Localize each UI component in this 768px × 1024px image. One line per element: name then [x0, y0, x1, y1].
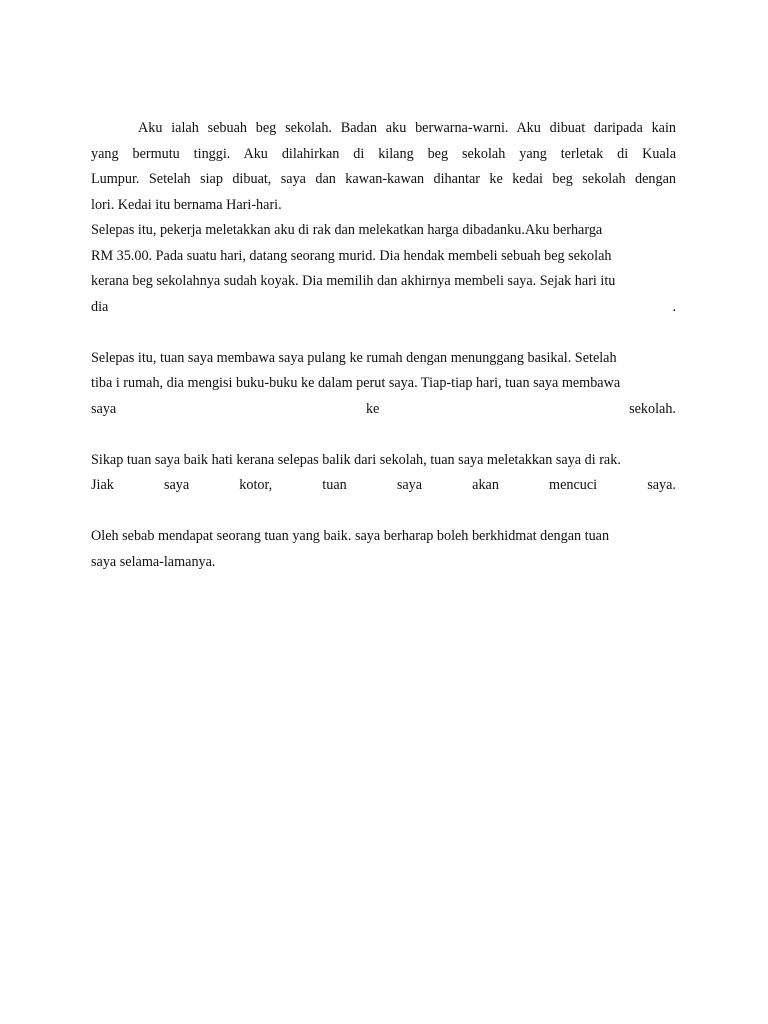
word: saya [396, 477, 423, 493]
word: akan [472, 477, 499, 493]
text-line: lori. Kedai itu bernama Hari-hari. [91, 196, 282, 213]
paragraph-gap [91, 422, 676, 448]
word: tuan [322, 477, 347, 493]
document-body [91, 116, 676, 575]
text-line: tiba i rumah, dia mengisi buku-buku ke dalam perut saya. Tiap-tiap hari, tuan saya membawa [91, 375, 621, 391]
text-line [91, 473, 676, 499]
text-line: Sikap tuan saya baik hati kerana selepas balik dari sekolah, tuan saya meletakkan saya di rak. [91, 451, 621, 468]
word: sekolah. [629, 400, 676, 417]
word: mencuci [549, 477, 598, 493]
word: saya [91, 400, 117, 417]
word: ke [365, 400, 380, 417]
text-line: Selepas itu, pekerja meletakkan aku di rak dan melekatkan harga dibadanku.Aku berharga [91, 222, 603, 238]
text-line: kerana beg sekolahnya sudah koyak. Dia memilih dan akhirnya membeli saya. Sejak hari itu [91, 273, 616, 289]
word: . [672, 298, 676, 315]
word: saya [163, 477, 190, 493]
text-line [91, 397, 676, 423]
word: saya. [647, 477, 676, 493]
text-line [91, 295, 676, 321]
paragraph-1 [91, 116, 676, 218]
paragraph-3 [91, 346, 676, 423]
text-line: yang bermutu tinggi. Aku dilahirkan di kilang beg sekolah yang terletak di Kuala [91, 145, 676, 162]
text-line: Selepas itu, tuan saya membawa saya pulang ke rumah dengan menunggang basikal. Setelah [91, 349, 617, 366]
paragraph-2 [91, 218, 676, 320]
paragraph-5 [91, 524, 676, 575]
paragraph-4 [91, 448, 676, 499]
text-line: Lumpur. Setelah siap dibuat, saya dan kawan-kawan dihantar ke kedai beg sekolah dengan [91, 171, 676, 187]
word: dia [91, 298, 109, 315]
text-line: Oleh sebab mendapat seorang tuan yang baik. saya berharap boleh berkhidmat dengan tuan [91, 528, 610, 544]
word: kotor, [239, 477, 273, 493]
text-line: saya selama-lamanya. [91, 553, 216, 570]
text-line: Aku ialah sebuah beg sekolah. Badan aku berwarna-warni. Aku dibuat daripada kain [138, 120, 676, 136]
paragraph-gap [91, 499, 676, 525]
paragraph-gap [91, 320, 676, 346]
word: Jiak [91, 477, 114, 493]
text-line: RM 35.00. Pada suatu hari, datang seorang murid. Dia hendak membeli sebuah beg sekolah [91, 247, 612, 264]
